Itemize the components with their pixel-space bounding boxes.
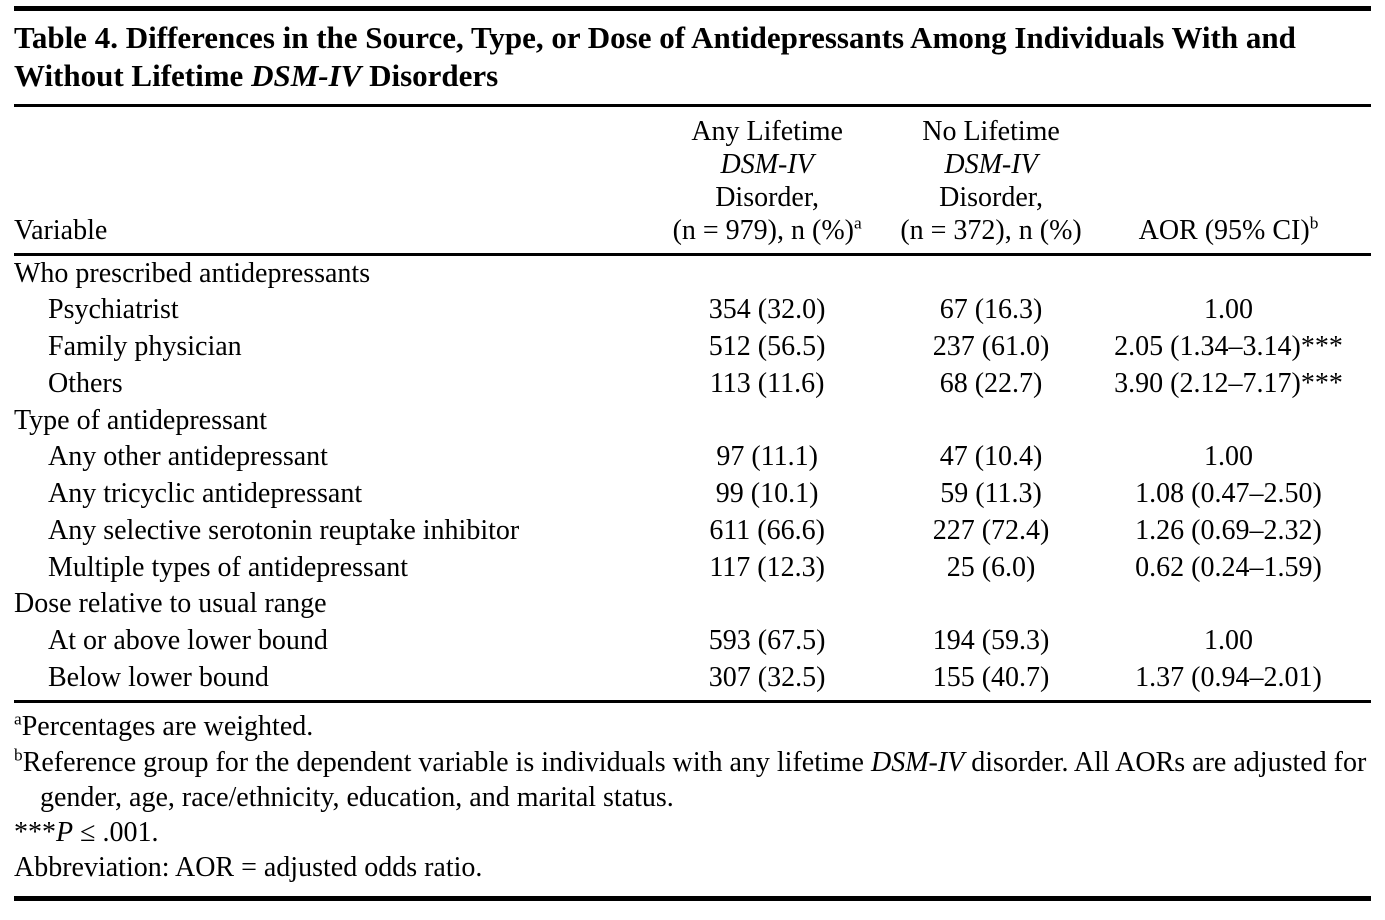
table-title-text: Table 4. Differences in the Source, Type, or Dose of Antidepressants Among Individuals With and Without Lifetime — [14, 20, 1296, 93]
section-label: Who prescribed antidepressants — [14, 257, 371, 289]
table-row — [14, 513, 1371, 550]
table-row — [14, 660, 1371, 697]
cell-aor: 0.62 (0.24–1.59) — [1135, 551, 1322, 583]
cell-no-lifetime: 227 (72.4) — [932, 514, 1050, 546]
table-body — [14, 254, 1371, 696]
cell-no-lifetime — [896, 254, 1086, 292]
row-label: Others — [48, 367, 123, 399]
cell-no-lifetime: 155 (40.7) — [932, 661, 1050, 693]
cell-aor: 1.00 — [1204, 624, 1253, 656]
column-header-variable: Variable — [14, 107, 638, 255]
cell-any-lifetime: 354 (32.0) — [708, 294, 826, 326]
footnote-marker-b: b — [1309, 213, 1319, 233]
section-row — [14, 254, 1371, 292]
section-label: Dose relative to usual range — [14, 588, 327, 620]
table-title-suffix: Disorders — [361, 57, 499, 93]
cell-no-lifetime: 68 (22.7) — [939, 367, 1043, 399]
section-row — [14, 403, 1371, 440]
cell-any-lifetime — [638, 254, 896, 292]
cell-any-lifetime: 113 (11.6) — [709, 367, 825, 399]
section-row — [14, 586, 1371, 623]
cell-any-lifetime — [638, 403, 896, 440]
table-header — [14, 107, 1371, 255]
cell-aor — [1086, 254, 1371, 292]
cell-aor: 1.00 — [1204, 294, 1253, 326]
cell-aor — [1086, 586, 1371, 623]
bottom-rule — [14, 896, 1371, 901]
row-label: Below lower bound — [48, 661, 269, 693]
table-row — [14, 476, 1371, 513]
cell-aor: 3.90 (2.12–7.17)*** — [1114, 367, 1343, 399]
table-row — [14, 439, 1371, 476]
cell-no-lifetime: 67 (16.3) — [939, 294, 1043, 326]
column-header-any-lifetime: Any Lifetime DSM-IV Disorder, (n = 979), n (%)$^a$ — [638, 107, 896, 255]
footnote-a: $^a$Percentages are weighted. — [14, 710, 314, 743]
table-row — [14, 623, 1371, 660]
cell-any-lifetime — [638, 586, 896, 623]
footnote-significance: ***P ≤ .001. — [14, 817, 159, 849]
cell-no-lifetime — [896, 403, 1086, 440]
cell-no-lifetime — [896, 586, 1086, 623]
cell-aor: 1.08 (0.47–2.50) — [1135, 478, 1322, 510]
header-row — [14, 107, 1371, 255]
cell-any-lifetime: 117 (12.3) — [709, 551, 825, 583]
cell-aor — [1086, 403, 1371, 440]
row-label: Family physician — [48, 331, 242, 363]
footnotes — [14, 703, 1371, 895]
cell-aor: 1.00 — [1204, 441, 1253, 473]
cell-aor: 1.26 (0.69–2.32) — [1135, 514, 1322, 546]
column-header-no-lifetime: No Lifetime DSM-IV Disorder, (n = 372), n (%) — [896, 107, 1086, 255]
cell-any-lifetime: 97 (11.1) — [716, 441, 818, 473]
cell-any-lifetime: 512 (56.5) — [708, 331, 826, 363]
cell-any-lifetime: 307 (32.5) — [708, 661, 826, 693]
data-table — [14, 107, 1371, 697]
row-label: Any tricyclic antidepressant — [48, 478, 363, 510]
table-title — [14, 11, 1371, 104]
section-label: Type of antidepressant — [14, 404, 268, 436]
row-label: Multiple types of antidepressant — [48, 551, 409, 583]
row-label: Any selective serotonin reuptake inhibitor — [48, 514, 520, 546]
footnote-b: $^b$Reference group for the dependent variable is individuals with any lifetime DSM-IV disorder. All AORs are adjusted for gender, age, race/ethnicity, education, and marital status. — [14, 745, 1367, 813]
footnote-abbreviation: Abbreviation: AOR = adjusted odds ratio. — [14, 852, 483, 884]
cell-no-lifetime: 25 (6.0) — [946, 551, 1036, 583]
row-label: At or above lower bound — [48, 624, 328, 656]
cell-no-lifetime: 194 (59.3) — [932, 624, 1050, 656]
cell-any-lifetime: 99 (10.1) — [715, 478, 819, 510]
row-label: Any other antidepressant — [48, 441, 328, 473]
cell-aor: 2.05 (1.34–3.14)*** — [1114, 331, 1343, 363]
table-row — [14, 292, 1371, 329]
cell-no-lifetime: 47 (10.4) — [939, 441, 1043, 473]
cell-no-lifetime: 59 (11.3) — [940, 478, 1042, 510]
table-row — [14, 329, 1371, 366]
table-title-italic: DSM-IV — [251, 57, 362, 93]
table-row — [14, 366, 1371, 403]
cell-no-lifetime: 237 (61.0) — [932, 331, 1050, 363]
cell-any-lifetime: 593 (67.5) — [708, 624, 826, 656]
table-row — [14, 550, 1371, 587]
row-label: Psychiatrist — [48, 294, 179, 326]
cell-aor: 1.37 (0.94–2.01) — [1135, 661, 1322, 693]
cell-any-lifetime: 611 (66.6) — [709, 514, 825, 546]
footnote-marker-a: a — [853, 213, 862, 233]
column-header-aor: AOR (95% CI)$^b$ — [1086, 107, 1371, 255]
